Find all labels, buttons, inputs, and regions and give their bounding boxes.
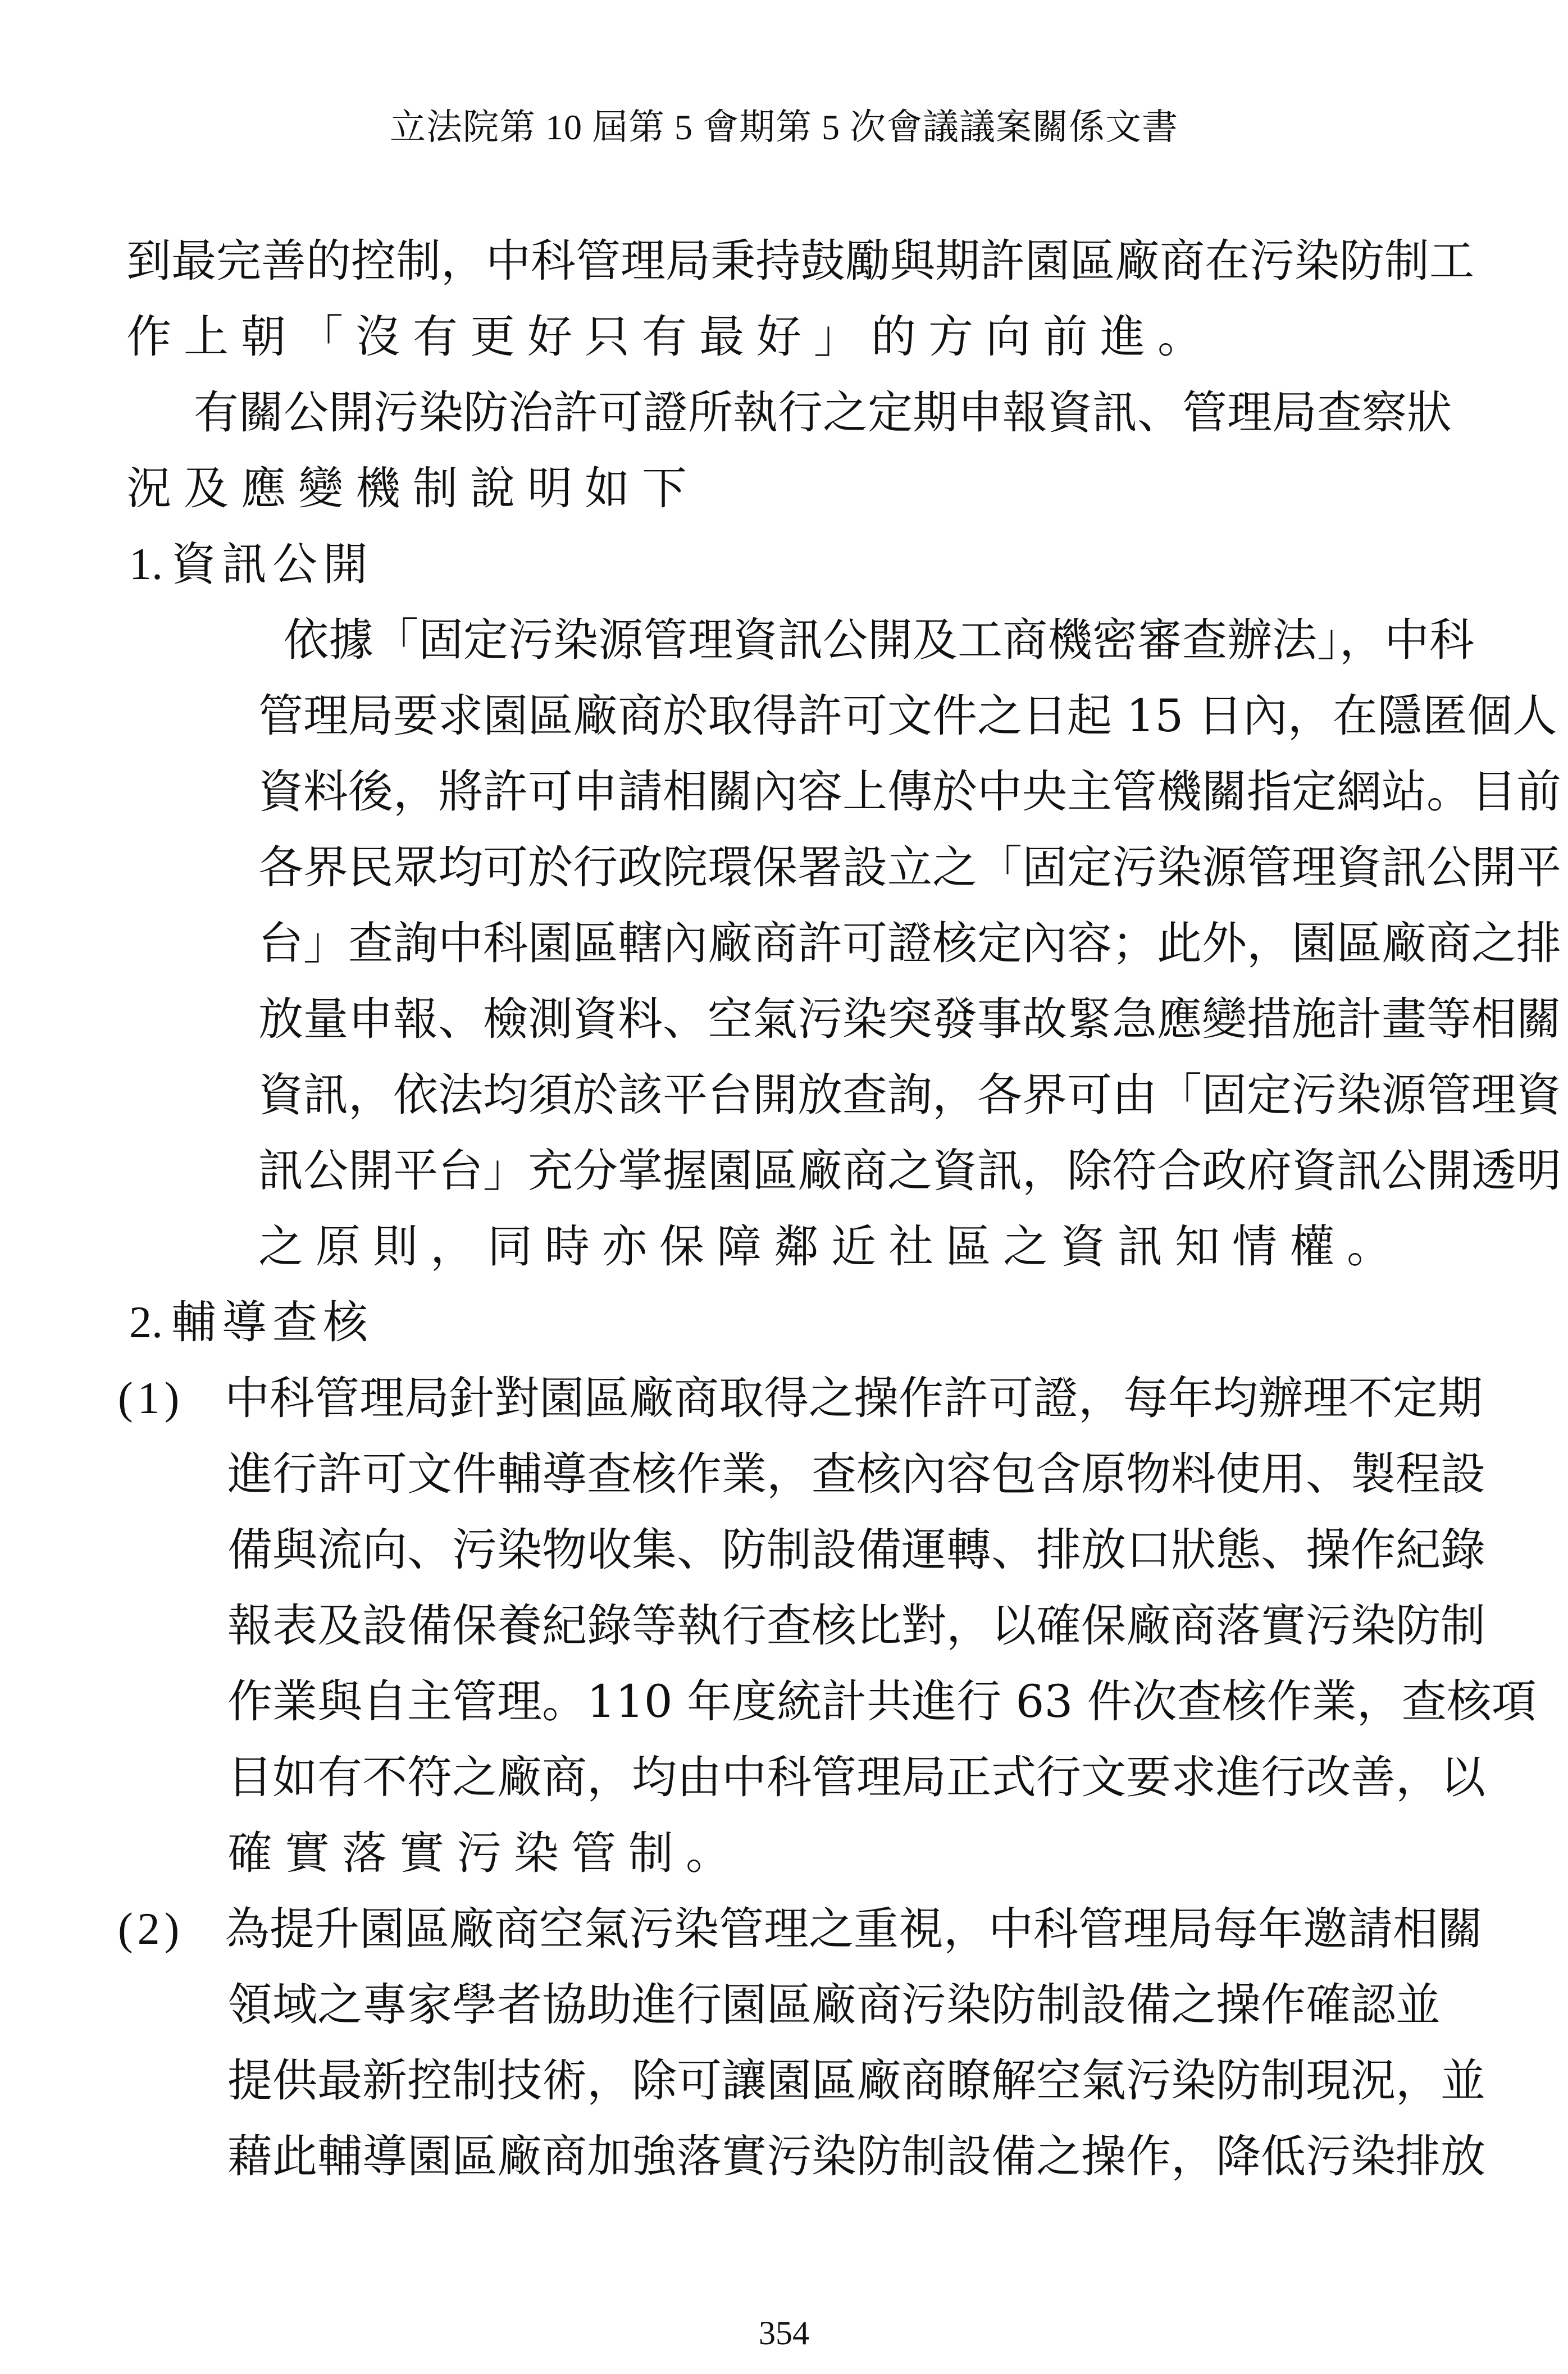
section-number: 1. <box>129 540 163 589</box>
body-line: 台」查詢中科園區轄內廠商許可證核定內容；此外，園區廠商之排 <box>258 917 1561 969</box>
body-line: 依據「固定污染源管理資訊公開及工商機密審查辦法」，中科 <box>284 614 1474 666</box>
body-line: 各界民眾均可於行政院環保署設立之「固定污染源管理資訊公開平 <box>258 841 1561 894</box>
body-line: 放量申報、檢測資料、空氣污染突發事故緊急應變措施計畫等相關 <box>258 993 1561 1045</box>
body-line: 資料後，將許可申請相關內容上傳於中央主管機關指定網站。目前 <box>258 765 1561 818</box>
section-title: 輔導查核 <box>171 1296 373 1348</box>
body-line: 藉此輔導園區廠商加強落實污染防制設備之操作，降低污染排放 <box>227 2130 1485 2182</box>
document-header: 立法院第 10 屆第 5 會期第 5 次會議議案關係文書 <box>390 107 1178 147</box>
body-line: 進行許可文件輔導查核作業，查核內容包含原物料使用、製程設 <box>227 1448 1485 1500</box>
body-line: 作上朝「沒有更好只有最好」的方向前進。 <box>126 311 1215 363</box>
body-line: 領域之專家學者協助進行園區廠商污染防制設備之操作確認並 <box>227 1979 1441 2031</box>
body-line: 作業與自主管理。110 年度統計共進行 63 件次查核作業，查核項 <box>227 1675 1537 1728</box>
item-marker: (2) <box>118 1904 184 1954</box>
body-line: 目如有不符之廠商，均由中科管理局正式行文要求進行改善，以 <box>227 1751 1485 1803</box>
body-line: 況及應變機制說明如下 <box>126 462 699 514</box>
body-line: 中科管理局針對園區廠商取得之操作許可證，每年均辦理不定期 <box>225 1372 1483 1424</box>
body-line: 報表及設備保養紀錄等執行查核比對，以確保廠商落實污染防制 <box>227 1600 1485 1652</box>
body-line: 訊公開平台」充分掌握園區廠商之資訊，除符合政府資訊公開透明 <box>258 1145 1561 1197</box>
body-line: 備與流向、污染物收集、防制設備運轉、排放口狀態、操作紀錄 <box>227 1524 1485 1576</box>
item-marker: (1) <box>118 1374 184 1423</box>
page-number: 354 <box>759 2314 809 2352</box>
body-line: 到最完善的控制，中科管理局秉持鼓勵與期許園區廠商在污染防制工 <box>126 235 1474 287</box>
body-line: 提供最新控制技術，除可讓園區廠商瞭解空氣污染防制現況，並 <box>227 2054 1485 2107</box>
body-line: 確實落實污染管制。 <box>227 1827 743 1879</box>
body-line: 為提升園區廠商空氣污染管理之重視，中科管理局每年邀請相關 <box>225 1903 1483 1955</box>
body-line: 有關公開污染防治許可證所執行之定期申報資訊、管理局查察狀 <box>194 386 1452 439</box>
body-line: 管理局要求園區廠商於取得許可文件之日起 15 日內，在隱匿個人 <box>258 690 1557 742</box>
section-number: 2. <box>129 1298 163 1347</box>
section-title: 資訊公開 <box>171 538 373 590</box>
body-line: 之原則，同時亦保障鄰近社區之資訊知情權。 <box>258 1220 1404 1273</box>
body-line: 資訊，依法均須於該平台開放查詢，各界可由「固定污染源管理資 <box>258 1069 1561 1121</box>
